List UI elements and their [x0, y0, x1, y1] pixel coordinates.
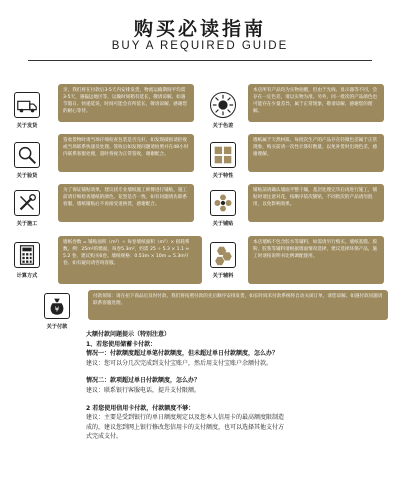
label-calc: 计算方式	[16, 273, 38, 279]
paving-text-box: 铺贴前请确认墙面平整干燥，基层处理完毕后再进行施工，铺贴时请注意对花，按顺序依次铺贴，不同批次的产品请勿混用，以免影响效果。	[248, 184, 384, 222]
construction-text-box: 为了保证铺贴效果，建议找专业墙纸施工师傅进行铺贴，施工前请仔细检查墙纸的颜色、花型是否一致，如有问题请先联系客服，墙纸铺贴后不再接受退换货，感谢配合。	[58, 184, 194, 222]
svg-text:¥: ¥	[54, 304, 60, 314]
label-material: 关于辅料	[212, 273, 234, 279]
notes-q2: 2 若您使用信用卡付款，付款额度不够：	[86, 404, 195, 412]
notes-answer-1: 建议：您可以分几次完成到支付宝账户，然后用支付宝账户余额付款。	[86, 359, 273, 367]
notes-heading: 大额付款问题提示（特别注意）	[86, 331, 171, 338]
truck-icon	[14, 92, 40, 118]
notes-answer-3: 建议：主要是受到银行的单日额度规定以及您本人信用卡的最高额度限制造	[86, 414, 285, 422]
notes-situation-2: 情况二：款项超过单日付款额度，怎么办？	[86, 377, 201, 385]
label-color: 关于色差	[212, 123, 234, 129]
notes-answer-2: 建议：联系银行客服电话，提升支付限额。	[86, 386, 201, 394]
sun-icon	[210, 92, 236, 118]
calc-text-box: 墙纸卷数 = 铺贴面积（m²）÷ 每卷墙纸面积（m²）× 损耗系数。例：25m²的墙面，每卷5.3m²，约需 25 ÷ 5.3 × 1.1 ≈ 5.2 卷，建议购买6卷。墙纸规格：0.53m × 10m = 5.3m²/卷。如有疑问请咨询客服。	[58, 236, 202, 284]
label-features: 关于特性	[212, 173, 234, 179]
title-divider	[28, 60, 372, 61]
shipping-text-box: 亲，我们将在付款后3-5天内安排发货，物流运输期间平均需3-5天，遇偏远地区等，运输时间稍有延长，敬请谅解。如遇节假日、快递延误，时间可能会有所延长，敬请谅解，感谢您的耐心等待。	[58, 84, 194, 122]
label-construction: 关于施工	[16, 221, 38, 227]
notes-answer-3c: 式完成支付。	[86, 433, 123, 441]
flower-icon	[210, 190, 236, 216]
payment-text-box: 付款须知：请在拍下商品后及时付款，我们将按照付款的先后顺序安排发货，如长时间未付款系统将自动关闭订单，请您谅解。如遇付款问题请联系客服处理。	[88, 290, 388, 320]
inspection-text-box: 签收货物时请当场仔细检查包装是否完好，如发现破损请拒收或当场联系快递员处理。签收后如发现问题请拍照并在48小时内联系客服处理，超时将视为正常签收，谢谢配合。	[58, 134, 194, 172]
label-paving: 关于铺贴	[212, 221, 234, 227]
tiles-icon	[210, 142, 236, 168]
label-shipping: 关于发货	[16, 123, 38, 129]
magnifier-icon	[14, 142, 40, 168]
notes-answer-3b: 成的，建议您到网上银行修改您信用卡的支付额度，也可以选择其他支付方	[86, 423, 285, 431]
payment-notes	[86, 330, 386, 442]
page-title: 购买必读指南	[133, 18, 266, 40]
hexagon-icon	[210, 242, 236, 268]
color-text-box: 本店所有产品均为实物拍摄，但由于光线、显示器等不同，会存在一定色差，请以实物为准。另外，同一批次的产品颜色也可能存在少量差异，属于正常现象，敬请谅解，感谢您的理解。	[248, 84, 384, 122]
page-subtitle: BUY A REQUIRED GUIDE	[111, 40, 289, 52]
material-text-box: 本店墙纸不包含胶水等辅料，如需请另行购买。墙纸基膜、胶粉、胶浆等辅料请根据墙面情况选择，建议选择环保产品，施工时请按说明书比例调配使用。	[248, 236, 384, 284]
notes-q1: 1、若您使用储蓄卡付款：	[86, 340, 157, 348]
features-text-box: 墙纸属于天然材质，每批次生产的产品存在轻微色差属于正常现象，购买前请一次性计算好数量，以免补货时出现色差，感谢理解。	[248, 134, 384, 172]
tools-icon	[14, 190, 40, 216]
calculator-icon	[14, 242, 40, 268]
notes-situation-1: 情况一：付款额度超过单笔付款额度，但未超过单日付款额度，怎么办？	[86, 350, 279, 358]
label-inspection: 关于验货	[16, 173, 38, 179]
label-payment: 关于付款	[46, 324, 68, 330]
money-bag-icon	[44, 293, 70, 319]
